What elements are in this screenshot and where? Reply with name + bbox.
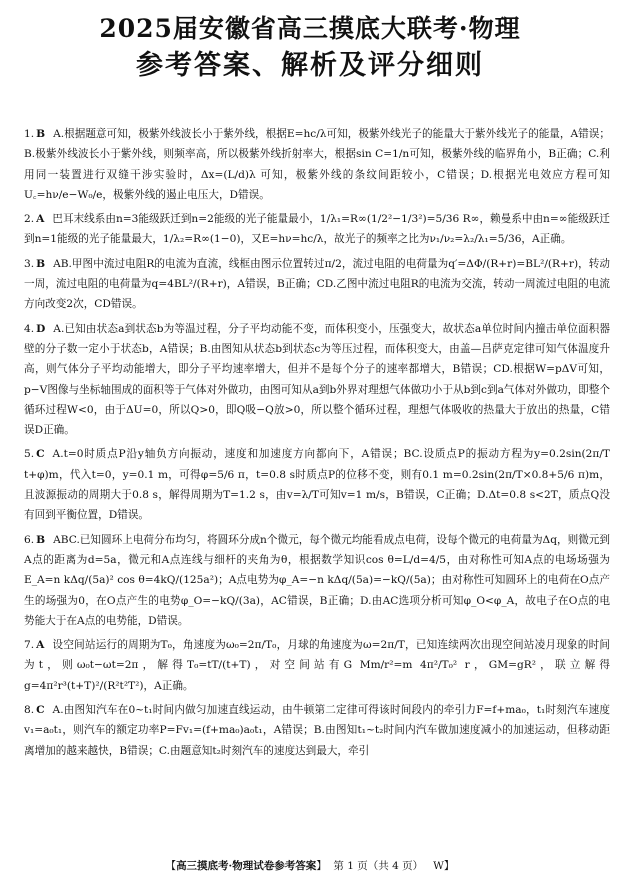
footer-bracket-left: 【 — [165, 860, 177, 872]
page-footer — [0, 858, 620, 874]
answer-item-5 — [24, 444, 610, 525]
item-explanation: A.已知由状态a到状态b为等温过程，分子平均动能不变，而体积变小，压强变大，故状态a单位时间内撞击单位面积器壁的分子数一定小于状态b，A错误；B.由图知从状态b到状态c为等压过程，而体积变大，由盖—吕萨克定律可知气体温度升高，则气体分子平均动能增大，即分子平均速率增大，但并不是每个分子的速率都增大，B错误；CD.根据W=pΔV可知，p−V图像与坐标轴围成的面积等于气体对外做功，由图可知从a到b外界对理想气体做功小于从b到c到a气体对外做功，即整个循环过程W<0，由于ΔU=0，所以Q>0，即Q吸−Q放>0，所以整个循环过程，理想气体吸收的热量大于放出的热量，C错误D正确。 — [24, 322, 610, 437]
item-answer: B — [36, 257, 46, 270]
item-answer: D — [36, 322, 46, 335]
answer-item-4 — [24, 319, 610, 441]
item-number: 5. — [24, 448, 35, 461]
item-number: 7. — [24, 639, 35, 652]
item-number: 6. — [24, 533, 35, 546]
footer-bracket-right: 】 — [316, 860, 327, 872]
footer-document-name: 高三摸底考·物理试卷参考答案 — [176, 860, 317, 872]
answer-item-3 — [24, 254, 610, 315]
answer-item-1 — [24, 124, 610, 205]
item-answer: B — [36, 128, 46, 140]
page-title: 2025届安徽省高三摸底大联考·物理 — [99, 14, 521, 43]
item-answer: C — [36, 448, 45, 461]
answer-item-6 — [24, 530, 610, 631]
item-answer: A — [36, 213, 45, 226]
item-explanation: 巴耳末线系由n=3能级跃迁到n=2能级的光子能量最小，1/λ₁=R∞(1/2²−1/3²)=5/36 R∞，赖曼系中由n=∞能级跃迁到n=1能级的光子能量最大，1/λ₂=R∞(1−0)，又E=hν=hc/λ，故光子的频率之比为ν₁/ν₂=λ₂/λ₁=5/36，A正确。 — [24, 213, 610, 246]
answer-item-7 — [24, 635, 610, 696]
answer-item-2 — [24, 209, 610, 250]
item-number: 3. — [24, 257, 35, 270]
answer-item-8 — [24, 700, 610, 761]
item-explanation: A.根据题意可知，极紫外线波长小于紫外线，根据E=hc/λ可知，极紫外线光子的能量大于紫外线光子的能量，A错误；B.极紫外线波长小于紫外线，则频率高，所以极紫外线折射率大，根据sin C=1/n可知，极紫外线的临界角小，B正确；C.利用同一装置进行双缝干涉实验时，Δx=(L/d)λ 可知，极紫外线的条纹间距较小，C错误；D.根据光电效应方程可知U꜀=hν/e−W₀/e，极紫外线的遏止电压大，D错误。 — [24, 128, 610, 201]
item-explanation: ABC.已知圆环上电荷分布均匀，将圆环分成n个微元，每个微元均能看成点电荷，设每个微元的电荷量为Δq，则微元到A点的距离为d=5a，微元和A点连线与细杆的夹角为θ，根据数学知识cos θ=L/d=4/5，由对称性可知A点的电场场强为E_A=n kΔq/(5a)² cos θ=4kQ/(125a²)；A点电势为φ_A=−n kΔq/(5a)=−kQ/(5a)；由对称性可知圆环上的电荷在O点产生的场强为0，在O点产生的电势φ_O=−kQ/(3a)，AC错误，B正确；D.由AC选项分析可知φ_O<φ_A，故电子在O点的电势能大于在A点的电势能，D错误。 — [24, 533, 610, 627]
item-explanation: AB.甲图中流过电阻R的电流为直流，线框由图示位置转过π/2，流过电阻的电荷量为q′=ΔΦ/(R+r)=BL²/(R+r)，转动一周，流过电阻的电荷量为q=4BL²/(R+r)，A错误，B正确；CD.乙图中流过电阻R的电流为交流，转动一周流过电阻的电流方向改变2次，CD错误。 — [24, 257, 610, 311]
answer-list — [24, 124, 610, 765]
item-number: 8. — [24, 704, 35, 717]
item-answer: C — [36, 704, 45, 717]
item-explanation: 设空间站运行的周期为T₀，角速度为ω₀=2π/T₀，月球的角速度为ω=2π/T，已知连续两次出现空间站凌月现象的时间为t，则ω₀t−ωt=2π，解得T₀=tT/(t+T)，对空间站有G Mm/r²=m 4π²/T₀² r，GM=gR²，联立解得g=4π²r³(t+T)²/(R²t²T²)，A正确。 — [24, 639, 610, 692]
item-explanation: A.由图知汽车在0~t₁时间内做匀加速直线运动，由牛顿第二定律可得该时间段内的牵引力F=f+ma₀，t₁时刻汽车速度v₁=a₀t₁，则汽车的额定功率P=Fv₁=(f+ma₀)a₀t₁，A错误；B.由图知t₁~t₂时间内汽车做加速度减小的加速运动，但移动距离增加的越来越快，B错误；C.由题意知t₂时刻汽车的速度达到最大，牵引 — [24, 704, 610, 757]
item-answer: B — [36, 533, 46, 546]
item-answer: A — [36, 639, 45, 652]
footer-page-number: 第 1 页（共 4 页） — [333, 860, 424, 872]
footer-code: W】 — [433, 860, 455, 872]
item-number: 2. — [24, 213, 35, 226]
item-number: 4. — [24, 322, 35, 335]
page-subtitle: 参考答案、解析及评分细则 — [136, 50, 484, 81]
item-number: 1. — [24, 128, 35, 140]
item-explanation: A.t=0时质点P沿y轴负方向振动，速度和加速度方向都向下，A错误；BC.设质点P的振动方程为y=0.2sin(2π/T t+φ)m，代入t=0，y=0.1 m，可得φ=5/6 π，t=0.8 s时质点P的位移不变，则有0.1 m=0.2sin(2π/T×0.8+5/6 π)m，且波源振动的周期大于0.8 s，解得周期为T=1.2 s，由v=λ/T可知v=1 m/s，B错误，C正确；D.Δt=0.8 s<2T，质点Q没有回到平衡位置，D错误。 — [24, 448, 610, 522]
